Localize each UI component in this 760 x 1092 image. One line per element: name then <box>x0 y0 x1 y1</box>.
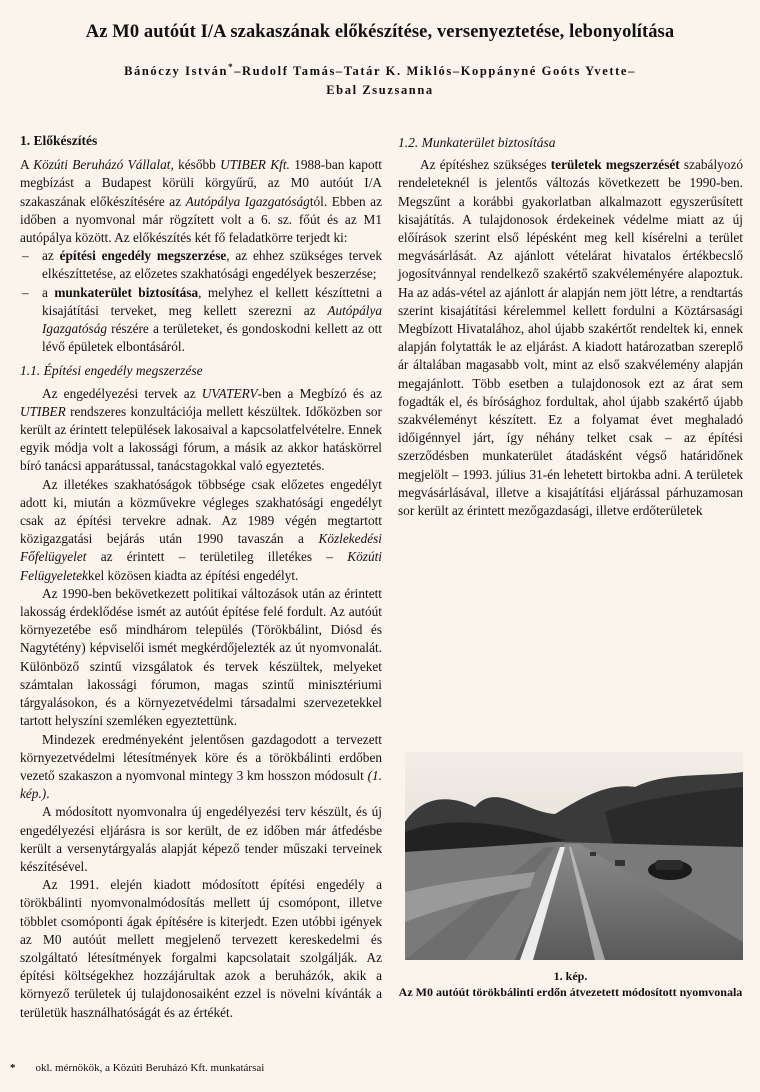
paragraph: Az építéshez szükséges területek megszerzését szabályozó rendeleteknél is jelentős változás következett be 1990-ben. Megszűnt a korábbi gyakorlatban alkalmazott egyszerűsített kisajátítás. A tulajdonosok érdekeinek védelme miatt az új előírások szerint első lépésként meg kell kísérelni a terület megvásárlását. Az ajánlott vételárat hivatalos értékbecslő jogosítvánnyal rendelkező szakértő szakvéleményére alapoztuk. Ha az adás-vétel az ajánlott ár alapján nem jött létre, a rendtartás szerint kisajátítási kérelemmel kellett fordulni a Köztársasági Megbízott Hivatalához, ahol újabb szakértőt rendeltek ki, ennek alapján folytatták le az eljárást. A kiadott határozatban szereplő ár általában magasabb volt, mint az első szakvélemény alapján megajánlott. Több esetben a tulajdonosok ezt az árat sem fogadták el, és bírósághoz fordultak, ahol újabb szakértő újabb szakvéleményt készített. Ez a folyamat évet meghaladó időigénnyel járt, így néhány telket csak – az építési szerződésben munkaterület átadásként végső határidőnek megjelölt – 1993. július 31-én lehetett birtokba adni. A területek megvásárlásával, illetve a kisajátítási eljárással párhuzamosan sor került az érintett mezőgazdasági, illetve erdőterületek <box>398 157 743 519</box>
authors-line2: Ebal Zsuzsanna <box>326 83 434 98</box>
author-list <box>40 58 720 100</box>
paragraph: A Közúti Beruházó Vállalat, később UTIBER Kft. 1988-ban kapott megbízást a Budapest körüli körgyűrű, az M0 autóút I/A szakaszának előkészítésére az Autópálya Igazgatóságtól. Ebben az időben a nyomvonal már rögzített volt a 6. sz. főút és az M1 autópálya között. Az előkészítés két fő feladatkörre terjedt ki: <box>20 157 382 246</box>
paragraph: Az 1990-ben bekövetkezett politikai változások után az érintett lakosság érdeklődése ismét az autóút építése felé fordult. Az autóút környezetébe eső mindhárom település (Törökbálint, Diósd és Nagytétény) képviselői ismét megkérdőjelezték az út nyomvonalát. Különböző szintű vizsgálatok és tervek készültek, melyeket számtalan lakossági fórumon, magas szintű minisztériumi tárgyalásokon, és a környezetvédelmi társadalmi szervezetekkel tartott helyszíni szemléken egyeztettünk. <box>20 585 382 729</box>
subsection-heading: 1.1. Építési engedély megszerzése <box>20 363 203 379</box>
paragraph: Az engedélyezési tervek az UVATERV-ben a Megbízó és az UTIBER rendszeres konzultációja mellett készültek. Időközben sor került az érintett települések lakosaival a kapcsolatfelvételre. Ennek egyik módja volt a lakossági fórum, a másik az akkor hatáskörrel bíró tanácsi apparátussal, tanácstagokkal való egyeztetés. <box>20 385 382 474</box>
footnote-text: okl. mérnökök, a Közúti Beruházó Kft. munkatársai <box>35 1062 265 1074</box>
section-heading: 1. Előkészítés <box>20 133 98 148</box>
article-title: Az M0 autóút I/A szakaszának előkészítése, versenyeztetése, lebonyolítása <box>85 22 675 42</box>
paragraph: Az illetékes szakhatóságok többsége csak előzetes engedélyt adott ki, miután a közművekre végleges szakhatósági engedélyt csak az építési tervekre adnak. Az 1989 végén megtartott közigazgatási bejárás után 1990 tavaszán a Közlekedési Főfelügyelet az érintett – területileg illetékes – Közúti Felügyeletekkel közösen kiadta az építési engedélyt. <box>20 476 382 583</box>
footnote <box>10 1062 390 1074</box>
photo-caption <box>398 968 743 1000</box>
list-item: – az építési engedély megszerzése, az ehhez szükséges tervek elkészíttetése, az előzetes szakhatósági engedélyek beszerzése; <box>22 248 382 282</box>
right-column <box>398 134 743 520</box>
road-photo <box>405 752 743 960</box>
caption-text: Az M0 autóút törökbálinti erdőn átvezetett módosított nyomvonala <box>398 985 743 999</box>
forest-road-image <box>405 752 743 960</box>
authors-rest: –Rudolf Tamás–Tatár K. Miklós–Koppányné Goóts Yvette– <box>234 64 636 79</box>
author-first: Bánóczy István <box>124 64 229 79</box>
subsection-heading: 1.2. Munkaterület biztosítása <box>398 135 556 150</box>
list-item: – a munkaterület biztosítása, melyhez el kellett készíttetni a kisajátítási terveket, meg kellett szerezni az Autópálya Igazgatóság részére a területeket, és gondoskodni kellett az ott lévő épületek elbontásáról. <box>22 284 382 355</box>
caption-number: 1. kép. <box>553 969 588 983</box>
paragraph: A módosított nyomvonalra új engedélyezési terv készült, és új engedélyezési eljárásra is sor került, de ez időben már átfedésbe került a versenytárgyalás alapját képező tender műszaki terveinek készítésével. <box>20 804 382 874</box>
footnote-star: * <box>10 1062 16 1074</box>
left-column <box>20 132 382 1022</box>
paragraph: Mindezek eredményeként jelentősen gazdagodott a tervezett környezetvédelmi létesítmények köre és a törökbálinti erdőben vezető szakaszon a nyomvonal mintegy 3 km hosszon módosult (1. kép.). <box>20 731 382 802</box>
footnote-marker: * <box>228 62 235 72</box>
paragraph-start: Az 1991. elején kiadott módosított építési engedély a törökbálinti nyomvonalmódosítás mellett új csomópont, illetve többlet csomóponti ágak építésére is kiterjedt. Ezen utóbbi igények az M0 autóút mellett megjelenő tervezett kereskedelmi és szolgáltató létesítmények forgalmi kapcsolatait szolgálják. Az építési költségekhez hozzájárultak azok a beruházók, akik a környező területek új tulajdonosaiként ezzel is növelni kívánták a területük használhatóságát és az értékét. <box>20 877 382 1020</box>
